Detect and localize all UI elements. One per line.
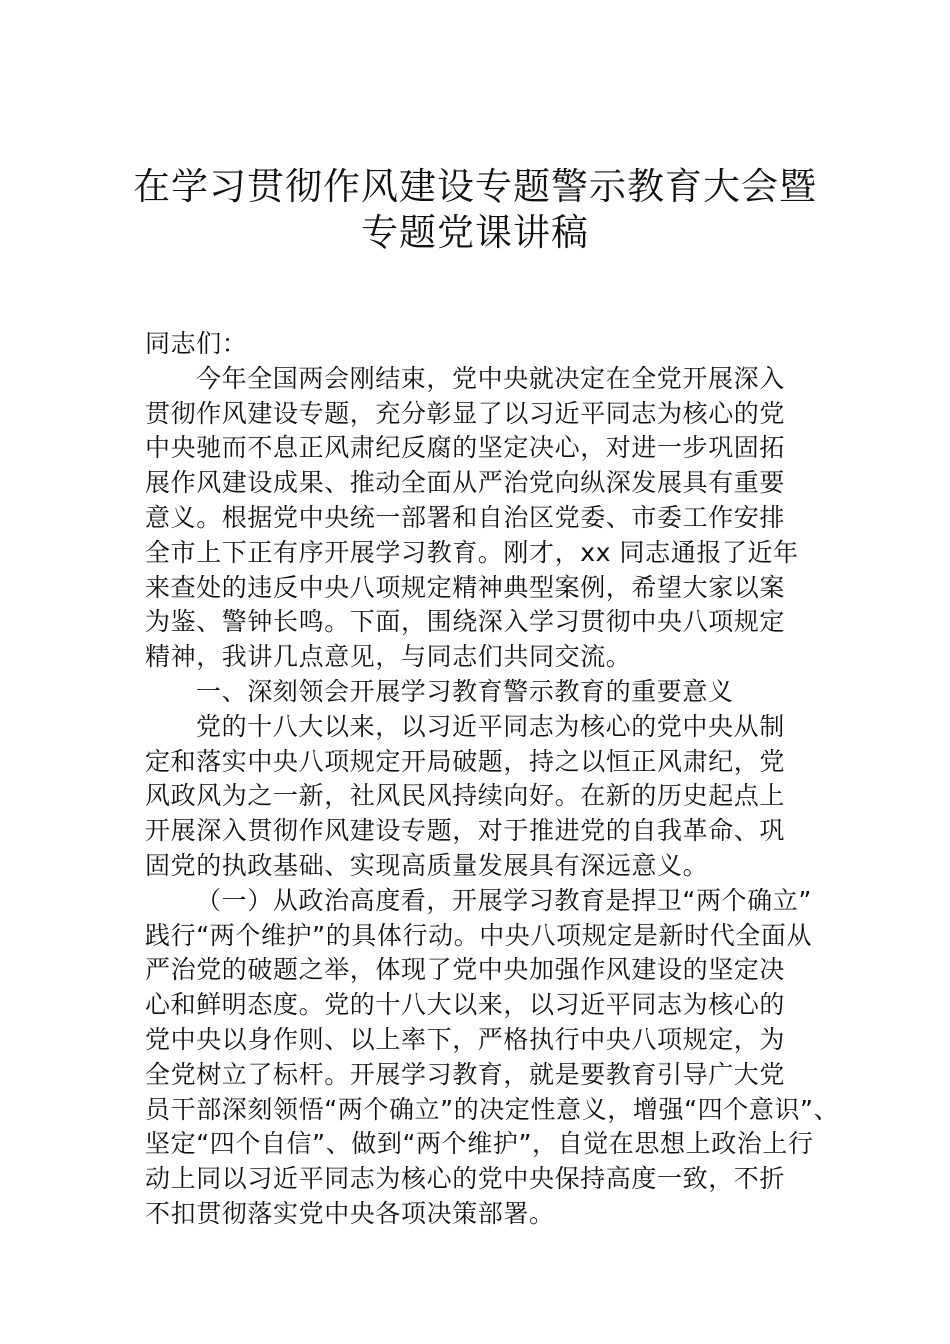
text-line: 全市上下正有序开展学习教育。刚才，xx 同志通报了近年 [145, 537, 799, 567]
text-line: 贯彻作风建设专题，充分彰显了以习近平同志为核心的党 [145, 398, 786, 428]
text-line: 今年全国两会刚结束，党中央就决定在全党开展深入 [196, 363, 785, 393]
text-line: 全党树立了标杆。开展学习教育，就是要教育引导广大党 [145, 1059, 786, 1089]
document-title-line-2: 专题党课讲稿 [361, 211, 589, 254]
document-body [145, 327, 840, 1232]
text-line: 践行“两个维护”的具体行动。中央八项规定是新时代全面从 [145, 920, 813, 950]
text-line: 展作风建设成果、推动全面从严治党向纵深发展具有重要 [145, 468, 786, 498]
text-line: 精神，我讲几点意见，与同志们共同交流。 [145, 642, 632, 672]
text-line: 党中央以身作则、以上率下，严格执行中央八项规定，为 [145, 1024, 786, 1054]
text-line: 坚定“四个自信”、做到“两个维护”，自觉在思想上政治上行 [145, 1129, 814, 1159]
text-line: 开展深入贯彻作风建设专题，对于推进党的自我革命、巩 [145, 816, 786, 846]
text-line: 动上同以习近平同志为核心的党中央保持高度一致，不折 [145, 1164, 786, 1194]
document-title-line-1: 在学习贯彻作风建设专题警示教育大会暨 [133, 165, 817, 208]
text-line: （一）从政治高度看，开展学习教育是捍卫“两个确立” [196, 885, 812, 915]
text-line: 来查处的违反中央八项规定精神典型案例，希望大家以案 [145, 572, 786, 602]
text-line: 心和鲜明态度。党的十八大以来，以习近平同志为核心的 [145, 990, 786, 1020]
text-line: 一、深刻领会开展学习教育警示教育的重要意义 [196, 676, 734, 706]
text-line: 为鉴、警钟长鸣。下面，围绕深入学习贯彻中央八项规定 [145, 607, 786, 637]
text-line: 意义。根据党中央统一部署和自治区党委、市委工作安排 [145, 502, 786, 532]
text-line: 不扣贯彻落实党中央各项决策部署。 [145, 1198, 555, 1228]
text-line: 风政风为之一新，社风民风持续向好。在新的历史起点上 [145, 781, 786, 811]
text-line: 员干部深刻领悟“两个确立”的决定性意义，增强“四个意识”、 [145, 1094, 840, 1124]
text-line: 党的十八大以来，以习近平同志为核心的党中央从制 [196, 711, 785, 741]
text-line: 中央驰而不息正风肃纪反腐的坚定决心，对进一步巩固拓 [145, 433, 786, 463]
text-line: 固党的执政基础、实现高质量发展具有深远意义。 [145, 850, 709, 880]
text-line: 严治党的破题之举，体现了党中央加强作风建设的坚定决 [145, 955, 786, 985]
text-line: 定和落实中央八项规定开局破题，持之以恒正风肃纪，党 [145, 746, 786, 776]
text-line: 同志们： [145, 329, 248, 358]
